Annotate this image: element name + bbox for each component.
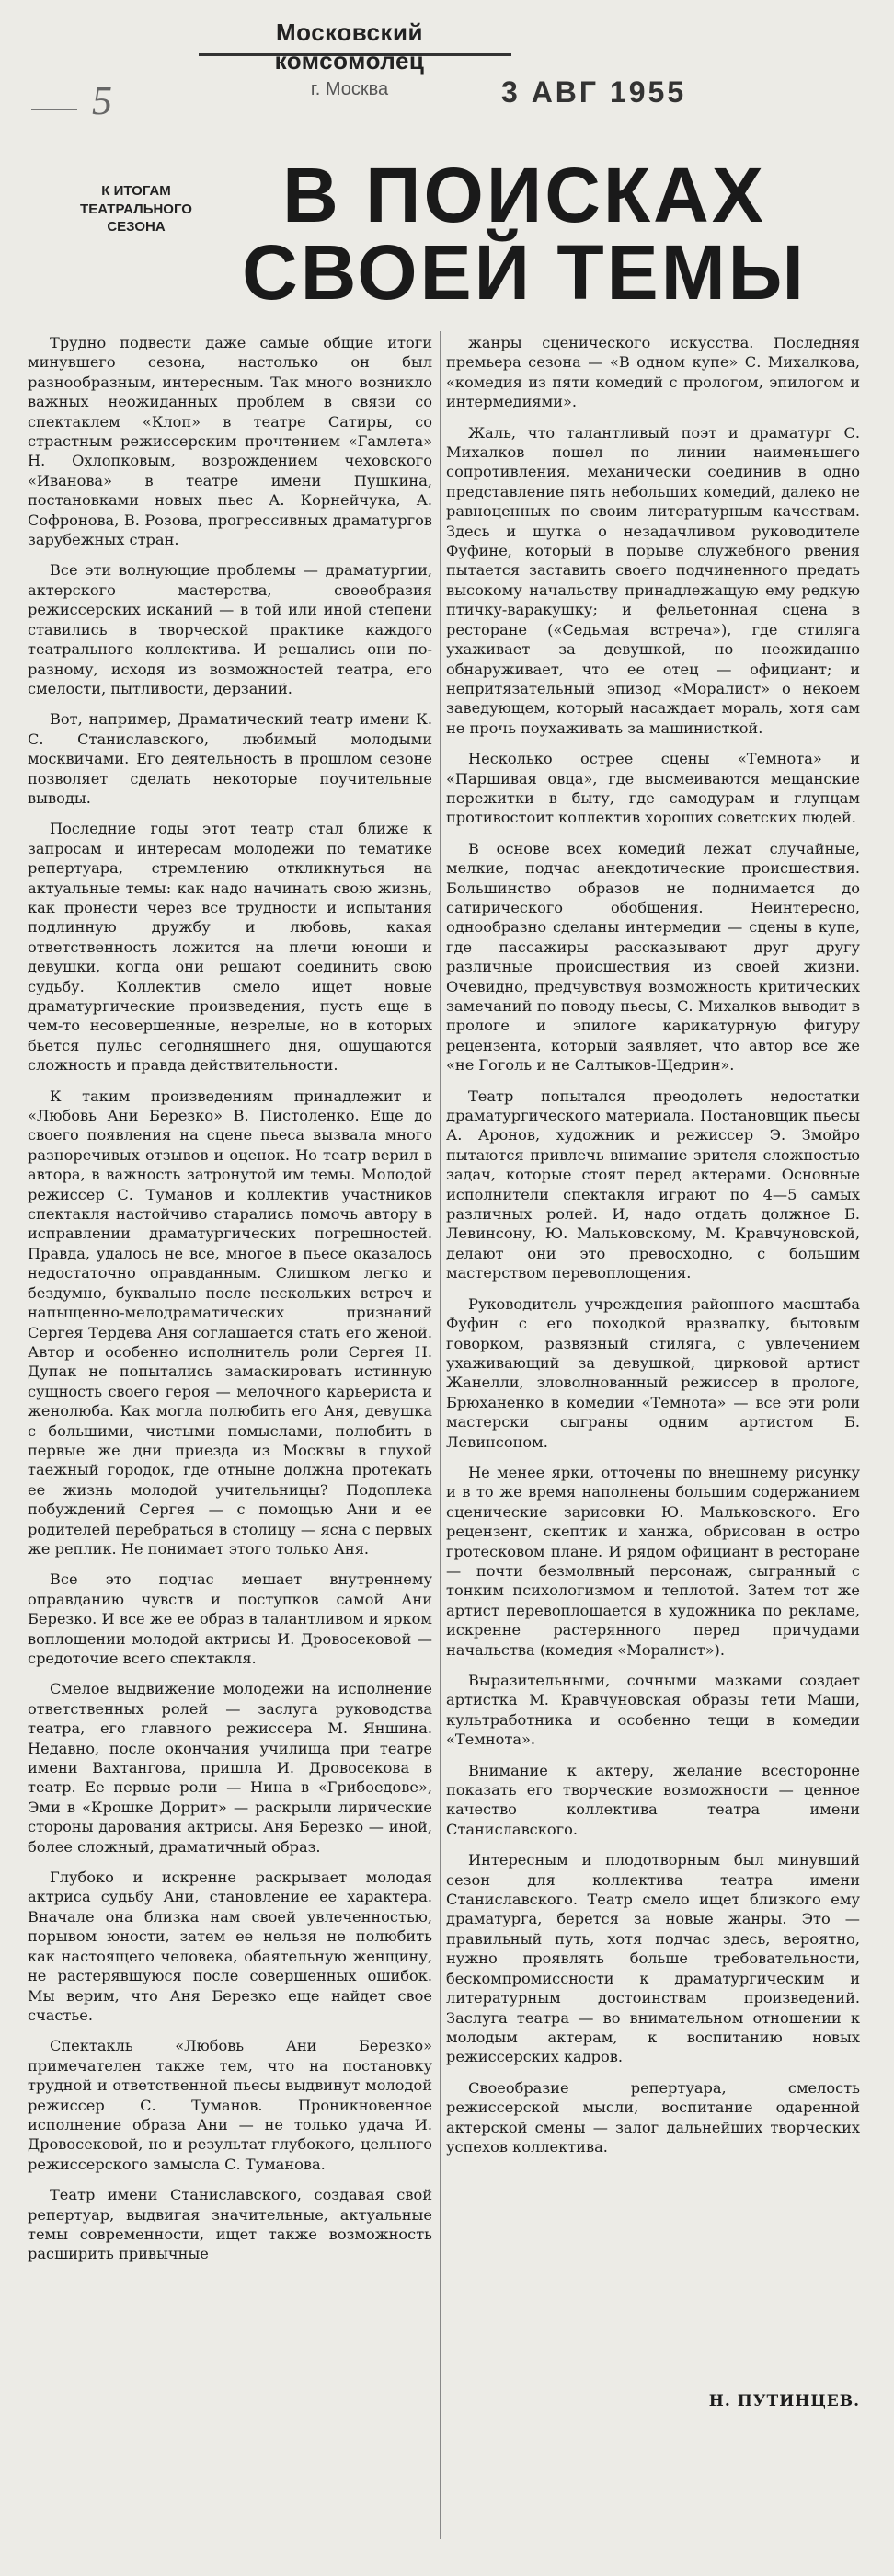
article-paragraph: Интересным и плодотворным был минувший сезон для коллектива театра имени Станиславского. Театр смело ищет близкого ему драматурга, берется за новые жанры. Это — правильный путь, хотя подчас здесь, вероятно, нужно проявлять больше требовательности, бескомпромиссности к драматургическим и литературным достоинствам произведений. Заслуга театра — во внимательном отношении к молодым актерам, к воспитанию новых режиссерских кадров. [446,1851,860,2066]
pencil-mark: 5 [92,78,112,123]
pencil-dash [31,109,77,110]
article-paragraph: Все это подчас мешает внутреннему оправданию чувств и поступков самой Ани Березко. И все же ее образ в талантливом и ярком воплощении молодой актрисы И. Дровосековой — средоточие всего спектакля. [28,1570,432,1667]
article-paragraph: Глубоко и искренне раскрывает молодая актриса судьбу Ани, становление ее характера. Вначале она близка нам своей увлеченностью, порывом юности, затем ее нельзя не полюбить как настоящего человека, обаятельную женщину, не растерявшуюся после совершенных ошибок. Мы верим, что Аня Березко еще найдет свое счастье. [28,1869,432,2024]
article-paragraph: жанры сценического искусства. Последняя премьера сезона — «В одном купе» С. Михалкова, «комедия из пяти комедий с прологом, эпилогом и интермедиями». [446,334,860,411]
newspaper-city: г. Москва [310,79,389,99]
article-paragraph: К таким произведениям принадлежит и «Любовь Ани Березко» В. Пистоленко. Еще до своего появления на сцене пьеса вызвала много разноречивых отзывов и оценок. Но театр верил в автора, в важность затронутой им темы. Молодой режиссер С. Туманов и коллектив участников спектакля настойчиво старались помочь автору в исправлении драматургических погрешностей. Правда, удалось не все, многое в пьесе оказалось недостаточно оправданным. Слишком легко и бездумно, буквально после нескольких встреч и напыщенно-мелодраматических признаний Сергея Тердева Аня соглашается стать его женой. Автор и особенно исполнитель роли Сергея Н. Дупак не попытались замаскировать истинную сущность своего героя — мелочного карьериста и женолюба. Как могла полюбить его Аня, девушка с большими, чистыми помыслами, полюбить в первые же дни приезда из Москвы в глухой таежный городок, где отныне должна протекать ее жизнь молодой учительницы? Подоплека побуждений Сергея — с помощью Ани и ее родителей перебраться в столицу — ясна с первых же реплик. Не понимает этого только Аня. [28,1087,432,1558]
column-divider [440,331,441,2539]
article-paragraph: Несколько острее сцены «Темнота» и «Паршивая овца», где высмеиваются мещанские пережитки в быту, где самодурам и глупцам противостоит коллектив хороших советских людей. [446,750,860,827]
article-paragraph: Смелое выдвижение молодежи на исполнение ответственных ролей — заслуга руководства театра, его главного режиссера М. Яншина. Недавно, после окончания училища при театре имени Вахтангова, пришла И. Дровосекова в театр. Ее первые роли — Нина в «Грибоедове», Эми в «Крошке Доррит» — раскрыли лирические стороны дарования актрисы. Аня Березко — иной, более сложный, драматичный образ. [28,1680,432,1856]
article-paragraph: Не менее ярки, отточены по внешнему рисунку и в то же время наполнены большим содержанием сценические зарисовки Ю. Мальковского. Его рецензент, скептик и ханжа, обрисован в остро гротесковом плане. И рядом официант в ресторане — почти безмолвный персонаж, сыгранный с тонким психологизмом и теплотой. Затем тот же артист перевоплощается в художника по рекламе, искренне растерянного перед причудами начальства (комедия «Моралист»). [446,1463,860,1659]
article-paragraph: Театр имени Станиславского, создавая свой репертуар, выдвигая значительные, актуальные темы современности, ищет также возможность расширить привычные [28,2186,432,2263]
article-column-left [28,333,432,2275]
article-paragraph: Вот, например, Драматический театр имени К. С. Станиславского, любимый молодыми москвичами. Его деятельность в прошлом сезоне позволяет сделать некоторые поучительные выводы. [28,710,432,807]
article-paragraph: В основе всех комедий лежат случайные, мелкие, подчас анекдотические происшествия. Большинство образов не поднимается до сатирического обобщения. Неинтересно, однообразно сделаны интермедии — сцены в купе, где пассажиры рассказывают друг другу различные происшествия из своей жизни. Очевидно, предчувствуя возможность критических замечаний по поводу пьесы, С. Михалков выводит в прологе и эпилоге карикатурную фигуру рецензента, который заявляет, что автор все же «не Гоголь и не Салтыков-Щедрин». [446,839,860,1075]
article-headline: В ПОИСКАХ СВОЕЙ ТЕМЫ [242,152,807,316]
section-kicker: К ИТОГАМ ТЕАТРАЛЬНОГО СЕЗОНА [80,183,192,235]
article-paragraph: Спектакль «Любовь Ани Березко» примечателен также тем, что на постановку трудной и ответственной пьесы выдвинут молодой режиссер С. Туманов. Проникновенное исполнение образа Ани — не только удача И. Дровосековой, но и результат глубокого, цельного режиссерского замысла С. Туманова. [28,2037,432,2173]
article-paragraph: Все эти волнующие проблемы — драматургии, актерского мастерства, своеобразия режиссерских исканий — в той или иной степени ставились в творческой практике каждого театрального коллектива. И решались они по-разному, исходя из возможностей театра, его смелости, пытливости, дерзаний. [28,561,432,697]
article-paragraph: Своеобразие репертуара, смелость режиссерской мысли, воспитание одаренной актерской смены — залог дальнейших творческих успехов коллектива. [446,2078,860,2156]
article-column-right [446,333,860,2168]
stamp-rule [199,53,511,56]
author-signature: Н. ПУТИНЦЕВ. [708,2392,860,2410]
date-stamp: 3 АВГ 1955 [501,75,687,109]
masthead-stamp [202,18,497,100]
article-paragraph: Последние годы этот театр стал ближе к запросам и интересам молодежи по тематике репертуара, стремлению откликнуться на актуальные темы: как надо начинать свою жизнь, как пронести через все трудности и испытания подлинную дружбу и любовь, какая ответственность ложится на плечи юноши и девушки, когда они решают соединить свою судьбу. Коллектив смело ищет новые драматургические произведения, пусть еще в чем-то несовершенные, незрелые, но в которых бьется пульс сегодняшнего дня, ощущаются сложность и правда действительности. [28,820,432,1075]
newspaper-name: Московский комсомолец [274,18,425,75]
article-paragraph: Руководитель учреждения районного масштаба Фуфин с его походкой вразвалку, бытовым говорком, развязный стиляга, с увлечением ухаживающий за девушкой, цирковой артист Жанелли, зловолнованный режиссер в прологе, Брюханенко в комедии «Темнота» — все эти роли мастерски сыграны одним артистом Б. Левинсоном. [446,1294,860,1451]
article-paragraph: Театр попытался преодолеть недостатки драматургического материала. Постановщик пьесы А. Аронов, художник и режиссер Э. Змойро пытаются привлечь внимание зрителя сложностью задач, которые стоят перед актерами. Основные исполнители спектакля играют по 4—5 самых различных ролей. И, надо отдать должное Б. Левинсону, Ю. Мальковскому, М. Кравчуновской, делают они это превосходно, с большим мастерством перевоплощения. [446,1087,860,1282]
article-paragraph: Выразительными, сочными мазками создает артистка М. Кравчуновская образы тети Маши, культработника и особенно тещи в комедии «Темнота». [446,1672,860,1749]
article-paragraph: Трудно подвести даже самые общие итоги минувшего сезона, настолько он был разнообразным, интересным. Так много возникло важных неожиданных проблем в связи со спектаклем «Клоп» в театре Сатиры, со страстным режиссерским прочтением «Гамлета» Н. Охлопковым, возрождением чеховского «Иванова» в театре имени Пушкина, постановками новых пьес А. Корнейчука, А. Софронова, В. Розова, прогрессивных драматургов зарубежных стран. [28,334,432,549]
article-paragraph: Жаль, что талантливый поэт и драматург С. Михалков пошел по линии наименьшего сопротивления, механически соединив в одно представление пять небольших комедий, далеко не равноценных по своим литературным качествам. Здесь и шутка о незадачливом руководителе Фуфине, который в порыве служебного рвения пытается заставить своего подчиненного предать высокому начальству принадлежащую ему редкую птичку-варакушку; и фельетонная сцена в ресторане («Седьмая встреча»), где стиляга ухаживает за девушкой, но неожиданно обнаруживает, что ее отец — официант; и непритязательный эпизод «Моралист» о некоем заведующем, который насаждает мораль, хотя сам не прочь поухаживать за машинисткой. [446,423,860,737]
article-paragraph: Внимание к актеру, желание всесторонне показать его творческие возможности — ценное качество коллектива театра имени Станиславского. [446,1761,860,1838]
